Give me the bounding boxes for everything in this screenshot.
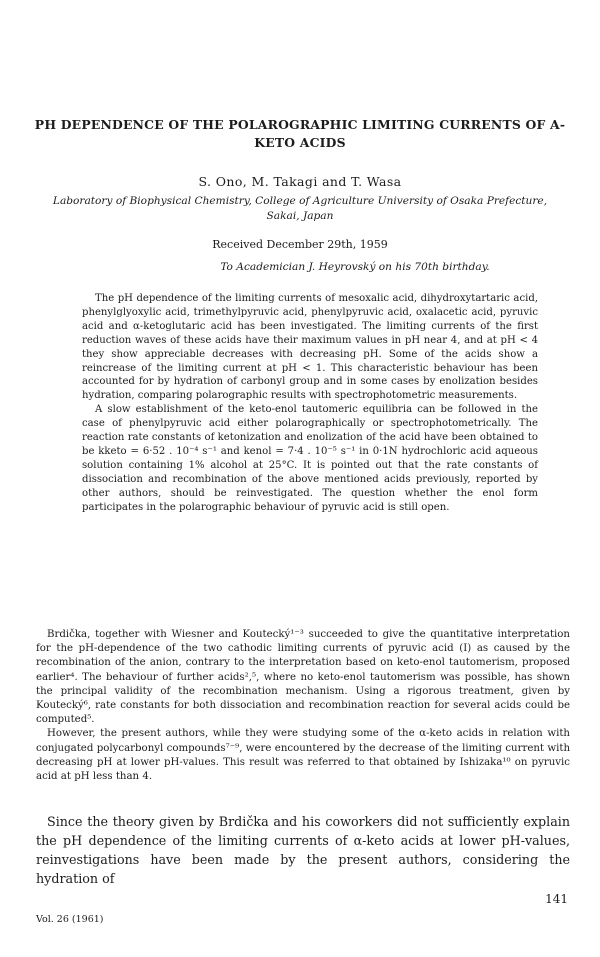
journal-footer: Vol. 26 (1961) [36,914,104,925]
abstract-paragraph: A slow establishment of the keto-enol tautomeric equilibria can be followed in the case of phenylpyruvic acid either polarographically or spectrophotometrically. The reaction rate constants of ketonization and enolization of the acid have been obtained to be kketo = 6·52 . 10⁻⁴ s⁻¹ and kenol = 7·4 . 10⁻⁵ s⁻¹ in 0·1N hydrochloric acid aqueous solution containing 1% alcohol at 25°C. It is pointed out that the rate constants of dissociation and recombination of the above mentioned acids previously, reported by other authors, should be reinvestigated. The question whether the enol form participates in the polarographic behaviour of pyruvic acid is still open. [82,404,538,513]
received-date: Received December 29th, 1959 [212,238,388,251]
paper-title: PH DEPENDENCE OF THE POLAROGRAPHIC LIMITING CURRENTS OF Α-KETO ACIDS [34,117,566,150]
dedication: To Academician J. Heyrovský on his 70th birthday. [220,261,490,273]
author-list: S. Ono, M. Takagi and T. Wasa [198,174,402,189]
body-paragraph: Brdička, together with Wiesner and Koutecký¹⁻³ succeeded to give the quantitative interpretation for the pH-dependence of the two cathodic limiting currents of pyruvic acid (I) as caused by the recombination of the anion, contrary to the interpretation based on keto-enol tautomerism, proposed earlier⁴. The behaviour of further acids²,⁵, where no keto-enol tautomerism was possible, has shown the principal validity of the recombination mechanism. Using a rigorous treatment, given by Koutecký⁶, rate constants for both dissociation and recombination reaction for several acids could be computed⁵. [36,629,570,726]
page-number: 141 [545,892,568,906]
abstract [82,292,538,515]
abstract-paragraph: The pH dependence of the limiting currents of mesoxalic acid, dihydroxytartaric acid, phenylglyoxylic acid, trimethylpyruvic acid, phenylpyruvic acid, oxalacetic acid, pyruvic acid and α-ketoglutaric acid has been investigated. The limiting currents of the first reduction waves of these acids have their maximum values in pH near 4, and at pH < 4 they show appreciable decreases with decreasing pH. Some of the acids show a reincrease of the limiting current at pH < 1. This characteristic behaviour has been accounted for by hydration of carbonyl group and in some cases by enolization besides hydration, comparing polarographic results with spectrophotometric measurements. [82,293,538,402]
affiliation: Laboratory of Biophysical Chemistry, College of Agriculture University of Osaka Prefecture, Sakai, Japan [52,195,548,222]
body-text-large [36,812,570,888]
body-paragraph: Since the theory given by Brdička and his coworkers did not sufficiently explain the pH dependence of the limiting currents of α-keto acids at lower pH-values, reinvestigations have been made by the present authors, considering the hydration of [36,814,570,886]
body-text-small [36,628,570,784]
body-paragraph: However, the present authors, while they were studying some of the α-keto acids in relation with conjugated polycarbonyl compounds⁷⁻⁹, were encountered by the decrease of the limiting current with decreasing pH at lower pH-values. This result was referred to that obtained by Ishizaka¹⁰ on pyruvic acid at pH less than 4. [36,728,570,783]
